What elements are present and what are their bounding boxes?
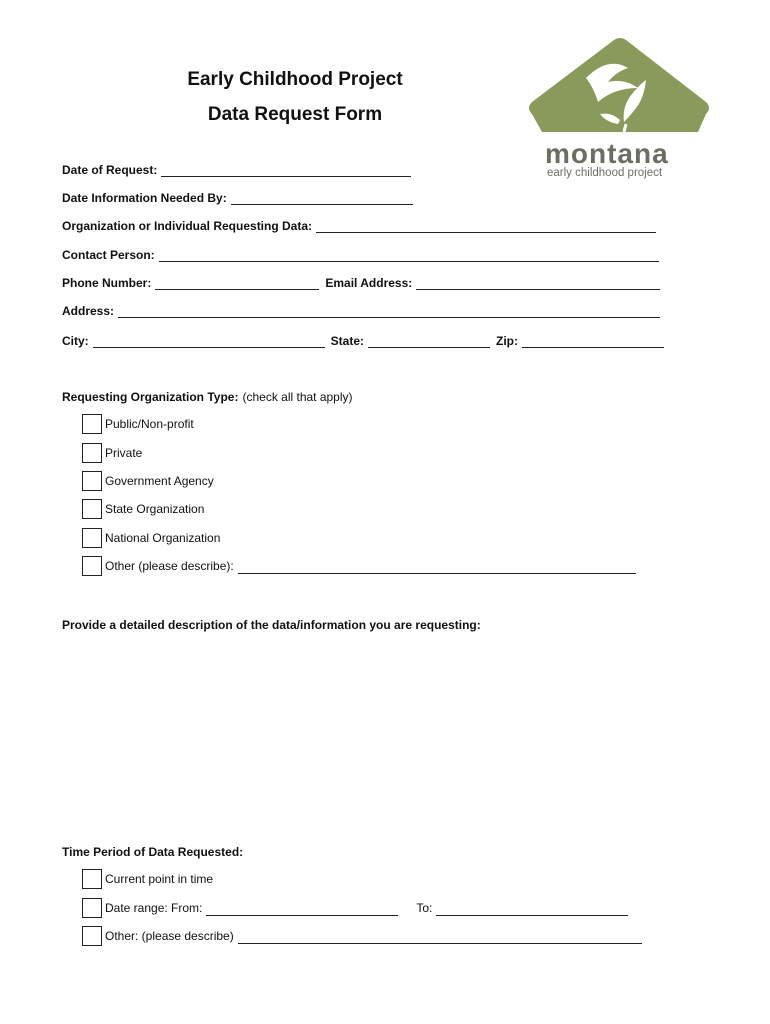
state-field[interactable]: [368, 337, 490, 348]
org-option-label: Private: [105, 446, 143, 460]
time-option-row: [82, 898, 628, 918]
time-option-label: Current point in time: [105, 872, 214, 886]
government-agency-checkbox[interactable]: [82, 471, 102, 491]
date-of-request-row: [62, 163, 411, 177]
org-option-label: Government Agency: [105, 474, 214, 488]
org-option-row: [82, 528, 220, 548]
date-range-checkbox[interactable]: [82, 898, 102, 918]
date-of-request-label: Date of Request:: [62, 163, 158, 177]
time-period-heading: Time Period of Data Requested:: [62, 845, 244, 859]
state-organization-checkbox[interactable]: [82, 499, 102, 519]
description-area[interactable]: [62, 640, 662, 830]
address-field[interactable]: [118, 307, 660, 318]
date-needed-label: Date Information Needed By:: [62, 191, 227, 205]
org-option-row: [82, 499, 204, 519]
org-option-label: State Organization: [105, 502, 205, 516]
date-range-to-label: To:: [416, 901, 433, 915]
org-option-row: [82, 414, 194, 434]
date-needed-row: [62, 191, 413, 205]
address-label: Address:: [62, 304, 115, 318]
organization-field[interactable]: [316, 222, 656, 233]
public-nonprofit-checkbox[interactable]: [82, 414, 102, 434]
organization-label: Organization or Individual Requesting Data:: [62, 219, 313, 233]
city-state-zip-row: [62, 334, 664, 348]
form-subtitle: Data Request Form: [207, 104, 383, 125]
national-organization-checkbox[interactable]: [82, 528, 102, 548]
logo-subtitle: early childhood project: [547, 167, 663, 179]
phone-field[interactable]: [155, 279, 319, 290]
organization-row: [62, 219, 656, 233]
other-org-description-field[interactable]: [238, 563, 636, 574]
time-option-label: Date range: From:: [105, 901, 203, 915]
org-option-label: Public/Non-profit: [105, 417, 194, 431]
date-needed-field[interactable]: [231, 194, 413, 205]
time-option-row: [82, 926, 642, 946]
org-type-heading: Requesting Organization Type:: [62, 390, 239, 404]
other-org-checkbox[interactable]: [82, 556, 102, 576]
time-period-heading-row: [62, 845, 243, 859]
contact-person-row: [62, 248, 659, 262]
logo-wordmark: montana: [545, 138, 669, 169]
contact-person-field[interactable]: [159, 251, 659, 262]
description-heading: Provide a detailed description of the data/information you are requesting:: [62, 618, 481, 632]
date-range-from-field[interactable]: [206, 905, 398, 916]
current-point-checkbox[interactable]: [82, 869, 102, 889]
other-time-checkbox[interactable]: [82, 926, 102, 946]
address-row: [62, 304, 660, 318]
phone-email-row: [62, 276, 660, 290]
other-time-description-field[interactable]: [238, 933, 642, 944]
phone-label: Phone Number:: [62, 276, 152, 290]
org-option-row: [82, 556, 636, 576]
date-of-request-field[interactable]: [161, 166, 411, 177]
form-title: Early Childhood Project: [187, 69, 403, 90]
description-heading-row: [62, 618, 481, 632]
state-label: State:: [330, 334, 365, 348]
org-type-hint: (check all that apply): [242, 390, 353, 404]
private-checkbox[interactable]: [82, 443, 102, 463]
city-field[interactable]: [93, 337, 325, 348]
org-option-row: [82, 443, 142, 463]
time-option-row: [82, 869, 213, 889]
time-option-label: Other: (please describe): [105, 929, 234, 943]
org-option-row: [82, 471, 214, 491]
date-range-to-field[interactable]: [436, 905, 628, 916]
contact-person-label: Contact Person:: [62, 248, 155, 262]
email-field[interactable]: [416, 279, 660, 290]
org-option-label: National Organization: [105, 531, 221, 545]
org-type-heading-row: [62, 390, 353, 404]
email-label: Email Address:: [325, 276, 413, 290]
zip-field[interactable]: [522, 337, 664, 348]
city-label: City:: [62, 334, 89, 348]
zip-label: Zip:: [496, 334, 519, 348]
org-option-label: Other (please describe):: [105, 559, 234, 573]
